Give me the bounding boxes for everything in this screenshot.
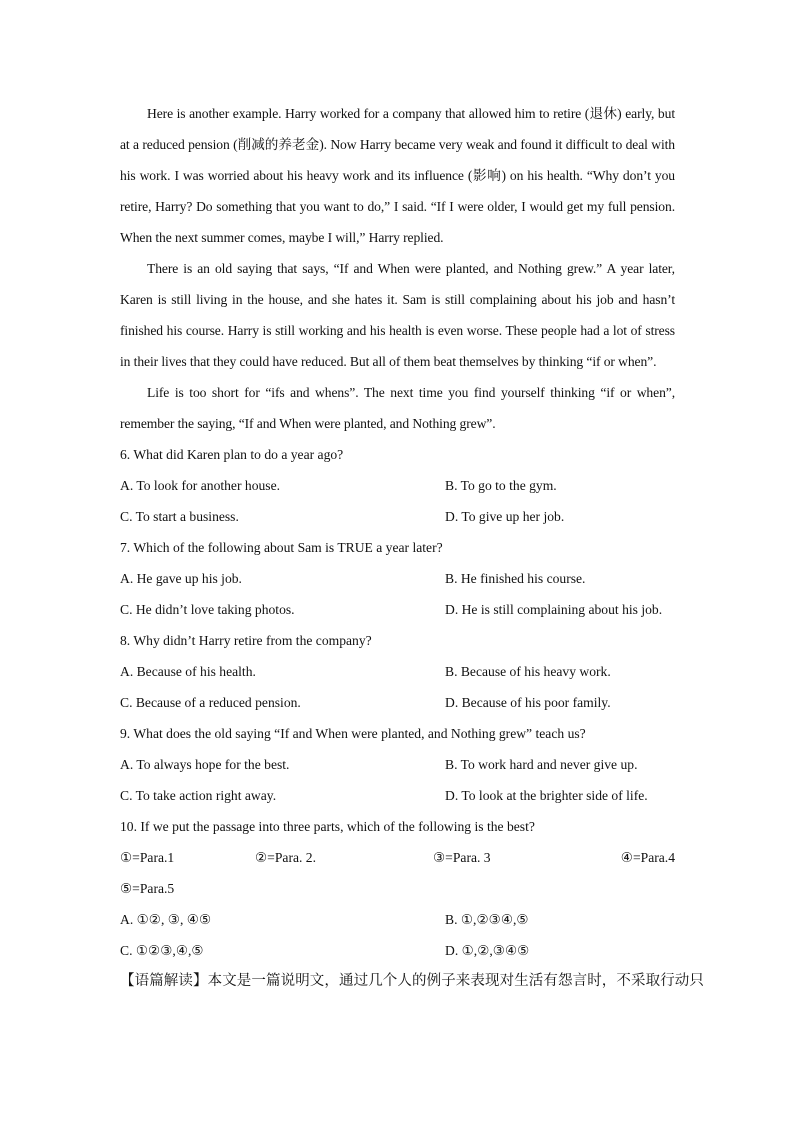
- question-7-option-b: B. He finished his course.: [445, 571, 586, 586]
- question-10-part-2: ②=Para. 2.: [255, 850, 316, 865]
- question-6-options-row-2: [120, 501, 675, 532]
- question-8-options-row-2: [120, 687, 675, 718]
- question-9-options-row-2: [120, 780, 675, 811]
- question-10-part-3: ③=Para. 3: [433, 850, 491, 865]
- question-10-option-c: C. ①②③,④,⑤: [120, 943, 204, 958]
- question-7-options-row-2: [120, 594, 675, 625]
- question-7-option-c: C. He didn’t love taking photos.: [120, 602, 295, 617]
- passage-paragraph-3: Life is too short for “ifs and whens”. The next time you find yourself thinking “if or when”, remember the saying, “If and When were planted, and Nothing grew”.: [120, 385, 675, 431]
- question-8-option-c: C. Because of a reduced pension.: [120, 695, 301, 710]
- question-6-option-b: B. To go to the gym.: [445, 478, 557, 493]
- question-7-option-a: A. He gave up his job.: [120, 571, 242, 586]
- question-10-part-5: ⑤=Para.5: [120, 881, 175, 896]
- question-9-option-c: C. To take action right away.: [120, 788, 277, 803]
- passage-paragraph-2: There is an old saying that says, “If and When were planted, and Nothing grew.” A year later, Karen is still living in the house, and she hates it. Sam is still complaining about his job and hasn’t finished his course. Harry is still working and his health is even worse. These people had a lot of stress in their lives that they could have reduced. But all of them beat themselves by thinking “if or when”.: [120, 261, 675, 369]
- question-8-option-b: B. Because of his heavy work.: [445, 664, 611, 679]
- question-8-option-a: A. Because of his health.: [120, 664, 256, 679]
- question-8-option-d: D. Because of his poor family.: [445, 695, 611, 710]
- question-10-stem: 10. If we put the passage into three parts, which of the following is the best?: [120, 819, 535, 834]
- question-8-stem: 8. Why didn’t Harry retire from the company?: [120, 633, 372, 648]
- question-10-options-row-2: [120, 935, 675, 966]
- question-10-option-d: D. ①,②,③④⑤: [445, 943, 530, 958]
- passage-analysis: 【语篇解读】本文是一篇说明文，通过几个人的例子来表现对生活有怨言时，不采取行动只: [120, 973, 704, 989]
- question-10-option-a: A. ①②, ③, ④⑤: [120, 912, 212, 927]
- document-content: [120, 98, 704, 997]
- passage-paragraph-1: Here is another example. Harry worked for a company that allowed him to retire (退休) early, but at a reduced pension (削减的养老金). Now Harry became very weak and found it difficult to deal with his work. I was worried about his heavy work and its influence (影响) on his health. “Why don’t you retire, Harry? Do something that you want to do,” I said. “If I were older, I would get my full pension. When the next summer comes, maybe I will,” Harry replied.: [120, 106, 675, 245]
- question-7-options-row-1: [120, 563, 675, 594]
- question-10-option-b: B. ①,②③④,⑤: [445, 912, 529, 927]
- question-9-stem: 9. What does the old saying “If and When were planted, and Nothing grew” teach us?: [120, 726, 586, 741]
- question-9-options-row-1: [120, 749, 675, 780]
- question-10-parts-row: [120, 842, 675, 873]
- question-6-option-d: D. To give up her job.: [445, 509, 565, 524]
- question-9-option-a: A. To always hope for the best.: [120, 757, 290, 772]
- question-6-stem: 6. What did Karen plan to do a year ago?: [120, 447, 344, 462]
- question-9-option-b: B. To work hard and never give up.: [445, 757, 638, 772]
- question-9-option-d: D. To look at the brighter side of life.: [445, 788, 648, 803]
- question-10-part-4: ④=Para.4: [620, 850, 675, 865]
- question-6-option-a: A. To look for another house.: [120, 478, 281, 493]
- question-7-option-d: D. He is still complaining about his job.: [445, 602, 663, 617]
- question-10-options-row-1: [120, 904, 675, 935]
- question-6-options-row-1: [120, 470, 675, 501]
- question-7-stem: 7. Which of the following about Sam is TRUE a year later?: [120, 540, 443, 555]
- question-6-option-c: C. To start a business.: [120, 509, 239, 524]
- question-10-part-1: ①=Para.1: [120, 850, 175, 865]
- question-8-options-row-1: [120, 656, 675, 687]
